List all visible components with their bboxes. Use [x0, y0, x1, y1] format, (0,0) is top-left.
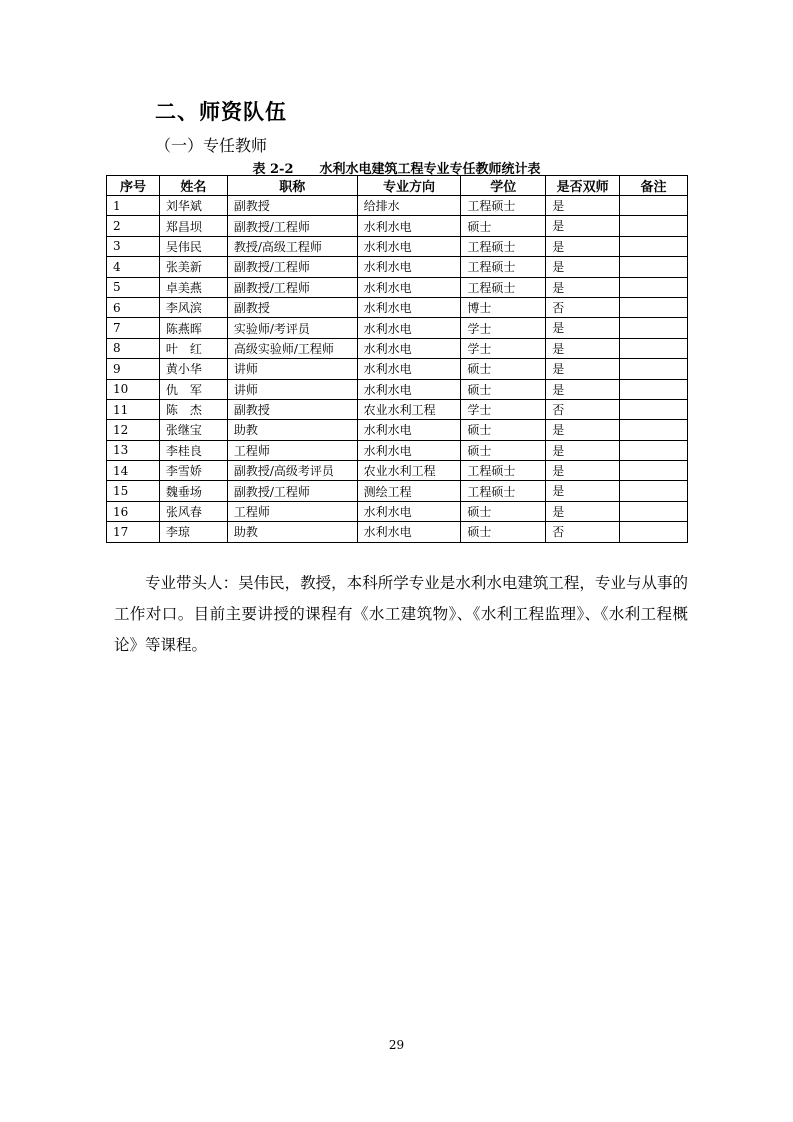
table-row [107, 338, 688, 358]
cell-remark [620, 420, 688, 440]
column-header: 备注 [620, 176, 688, 196]
cell-major: 测绘工程 [357, 481, 461, 501]
table-row [107, 297, 688, 317]
cell-name: 刘华斌 [159, 196, 227, 216]
column-header: 专业方向 [357, 176, 461, 196]
cell-dual: 是 [546, 359, 620, 379]
cell-major: 水利水电 [357, 277, 461, 297]
cell-name: 吴伟民 [159, 236, 227, 256]
table-row [107, 379, 688, 399]
cell-major: 水利水电 [357, 236, 461, 256]
cell-remark [620, 277, 688, 297]
cell-remark [620, 236, 688, 256]
cell-title: 教授/高级工程师 [227, 236, 357, 256]
cell-name: 卓美燕 [159, 277, 227, 297]
cell-index: 6 [107, 297, 160, 317]
cell-index: 9 [107, 359, 160, 379]
cell-index: 17 [107, 522, 160, 542]
cell-name: 李风滨 [159, 297, 227, 317]
cell-index: 4 [107, 257, 160, 277]
cell-degree: 工程硕士 [461, 461, 546, 481]
cell-remark [620, 501, 688, 521]
subsection-title: （一）专任教师 [155, 136, 268, 155]
cell-name: 陈燕晖 [159, 318, 227, 338]
cell-remark [620, 318, 688, 338]
cell-dual: 是 [546, 338, 620, 358]
cell-dual: 是 [546, 318, 620, 338]
cell-dual: 是 [546, 501, 620, 521]
cell-major: 水利水电 [357, 297, 461, 317]
cell-remark [620, 522, 688, 542]
cell-dual: 是 [546, 216, 620, 236]
leader-paragraph: 专业带头人：吴伟民，教授，本科所学专业是水利水电建筑工程，专业与从事的工作对口。目前主要讲授的课程有《水工建筑物》、《水利工程监理》、《水利工程概论》等课程。 [114, 574, 688, 654]
table-row [107, 277, 688, 297]
cell-remark [620, 196, 688, 216]
cell-remark [620, 399, 688, 419]
cell-dual: 是 [546, 461, 620, 481]
cell-title: 工程师 [227, 440, 357, 460]
table-header-row [107, 176, 688, 196]
cell-title: 助教 [227, 420, 357, 440]
cell-dual: 否 [546, 297, 620, 317]
cell-dual: 是 [546, 420, 620, 440]
cell-remark [620, 481, 688, 501]
table-body [107, 196, 688, 543]
cell-index: 3 [107, 236, 160, 256]
table-row [107, 318, 688, 338]
cell-index: 1 [107, 196, 160, 216]
table-row [107, 236, 688, 256]
cell-degree: 硕士 [461, 420, 546, 440]
cell-remark [620, 359, 688, 379]
cell-title: 副教授/工程师 [227, 481, 357, 501]
cell-name: 李桂良 [159, 440, 227, 460]
table-row [107, 216, 688, 236]
cell-major: 水利水电 [357, 359, 461, 379]
column-header: 职称 [227, 176, 357, 196]
cell-major: 农业水利工程 [357, 399, 461, 419]
section-title: 二、师资队伍 [155, 100, 287, 124]
cell-name: 郑昌坝 [159, 216, 227, 236]
cell-degree: 硕士 [461, 501, 546, 521]
cell-remark [620, 461, 688, 481]
cell-major: 农业水利工程 [357, 461, 461, 481]
cell-name: 张继宝 [159, 420, 227, 440]
cell-dual: 是 [546, 379, 620, 399]
cell-title: 工程师 [227, 501, 357, 521]
table-caption-title: 水利水电建筑工程专业专任教师统计表 [319, 162, 541, 177]
cell-degree: 硕士 [461, 440, 546, 460]
cell-degree: 博士 [461, 297, 546, 317]
cell-title: 讲师 [227, 359, 357, 379]
column-header: 是否双师 [546, 176, 620, 196]
table-row [107, 501, 688, 521]
cell-remark [620, 440, 688, 460]
cell-index: 7 [107, 318, 160, 338]
cell-index: 8 [107, 338, 160, 358]
cell-degree: 学士 [461, 338, 546, 358]
cell-degree: 工程硕士 [461, 196, 546, 216]
cell-major: 水利水电 [357, 338, 461, 358]
cell-title: 副教授/高级考评员 [227, 461, 357, 481]
table-row [107, 196, 688, 216]
cell-index: 2 [107, 216, 160, 236]
table-row [107, 461, 688, 481]
cell-degree: 硕士 [461, 359, 546, 379]
cell-name: 张美新 [159, 257, 227, 277]
column-header: 姓名 [159, 176, 227, 196]
cell-degree: 工程硕士 [461, 481, 546, 501]
cell-title: 副教授/工程师 [227, 277, 357, 297]
table-row [107, 359, 688, 379]
cell-index: 11 [107, 399, 160, 419]
cell-dual: 是 [546, 236, 620, 256]
cell-index: 16 [107, 501, 160, 521]
cell-remark [620, 338, 688, 358]
cell-title: 副教授 [227, 297, 357, 317]
cell-dual: 是 [546, 277, 620, 297]
cell-degree: 学士 [461, 318, 546, 338]
table-row [107, 522, 688, 542]
cell-remark [620, 257, 688, 277]
cell-major: 水利水电 [357, 379, 461, 399]
table-row [107, 481, 688, 501]
cell-degree: 学士 [461, 399, 546, 419]
cell-dual: 是 [546, 440, 620, 460]
cell-degree: 工程硕士 [461, 236, 546, 256]
cell-degree: 硕士 [461, 379, 546, 399]
cell-dual: 是 [546, 481, 620, 501]
cell-remark [620, 216, 688, 236]
cell-name: 叶 红 [159, 338, 227, 358]
cell-dual: 否 [546, 522, 620, 542]
cell-dual: 是 [546, 196, 620, 216]
cell-title: 副教授 [227, 399, 357, 419]
cell-degree: 工程硕士 [461, 277, 546, 297]
table-caption-number: 表 2-2 [252, 162, 294, 177]
cell-major: 水利水电 [357, 522, 461, 542]
cell-major: 水利水电 [357, 257, 461, 277]
cell-major: 水利水电 [357, 420, 461, 440]
cell-name: 仇 军 [159, 379, 227, 399]
column-header: 序号 [107, 176, 160, 196]
cell-name: 陈 杰 [159, 399, 227, 419]
cell-name: 李雪娇 [159, 461, 227, 481]
cell-remark [620, 379, 688, 399]
cell-index: 10 [107, 379, 160, 399]
cell-index: 15 [107, 481, 160, 501]
cell-dual: 是 [546, 257, 620, 277]
table-row [107, 399, 688, 419]
cell-index: 13 [107, 440, 160, 460]
cell-degree: 硕士 [461, 522, 546, 542]
cell-index: 12 [107, 420, 160, 440]
cell-major: 水利水电 [357, 318, 461, 338]
table-row [107, 257, 688, 277]
cell-major: 水利水电 [357, 440, 461, 460]
table-row [107, 420, 688, 440]
cell-title: 实验师/考评员 [227, 318, 357, 338]
teacher-table [106, 175, 688, 543]
cell-title: 副教授/工程师 [227, 216, 357, 236]
cell-title: 高级实验师/工程师 [227, 338, 357, 358]
cell-major: 水利水电 [357, 501, 461, 521]
cell-name: 黄小华 [159, 359, 227, 379]
cell-name: 魏垂场 [159, 481, 227, 501]
cell-major: 给排水 [357, 196, 461, 216]
cell-degree: 工程硕士 [461, 257, 546, 277]
cell-title: 助教 [227, 522, 357, 542]
cell-title: 讲师 [227, 379, 357, 399]
page-number: 29 [388, 1038, 405, 1052]
cell-index: 14 [107, 461, 160, 481]
cell-title: 副教授 [227, 196, 357, 216]
cell-title: 副教授/工程师 [227, 257, 357, 277]
cell-dual: 否 [546, 399, 620, 419]
cell-remark [620, 297, 688, 317]
cell-index: 5 [107, 277, 160, 297]
cell-major: 水利水电 [357, 216, 461, 236]
table-row [107, 440, 688, 460]
column-header: 学位 [461, 176, 546, 196]
cell-degree: 硕士 [461, 216, 546, 236]
cell-name: 李琼 [159, 522, 227, 542]
cell-name: 张风春 [159, 501, 227, 521]
